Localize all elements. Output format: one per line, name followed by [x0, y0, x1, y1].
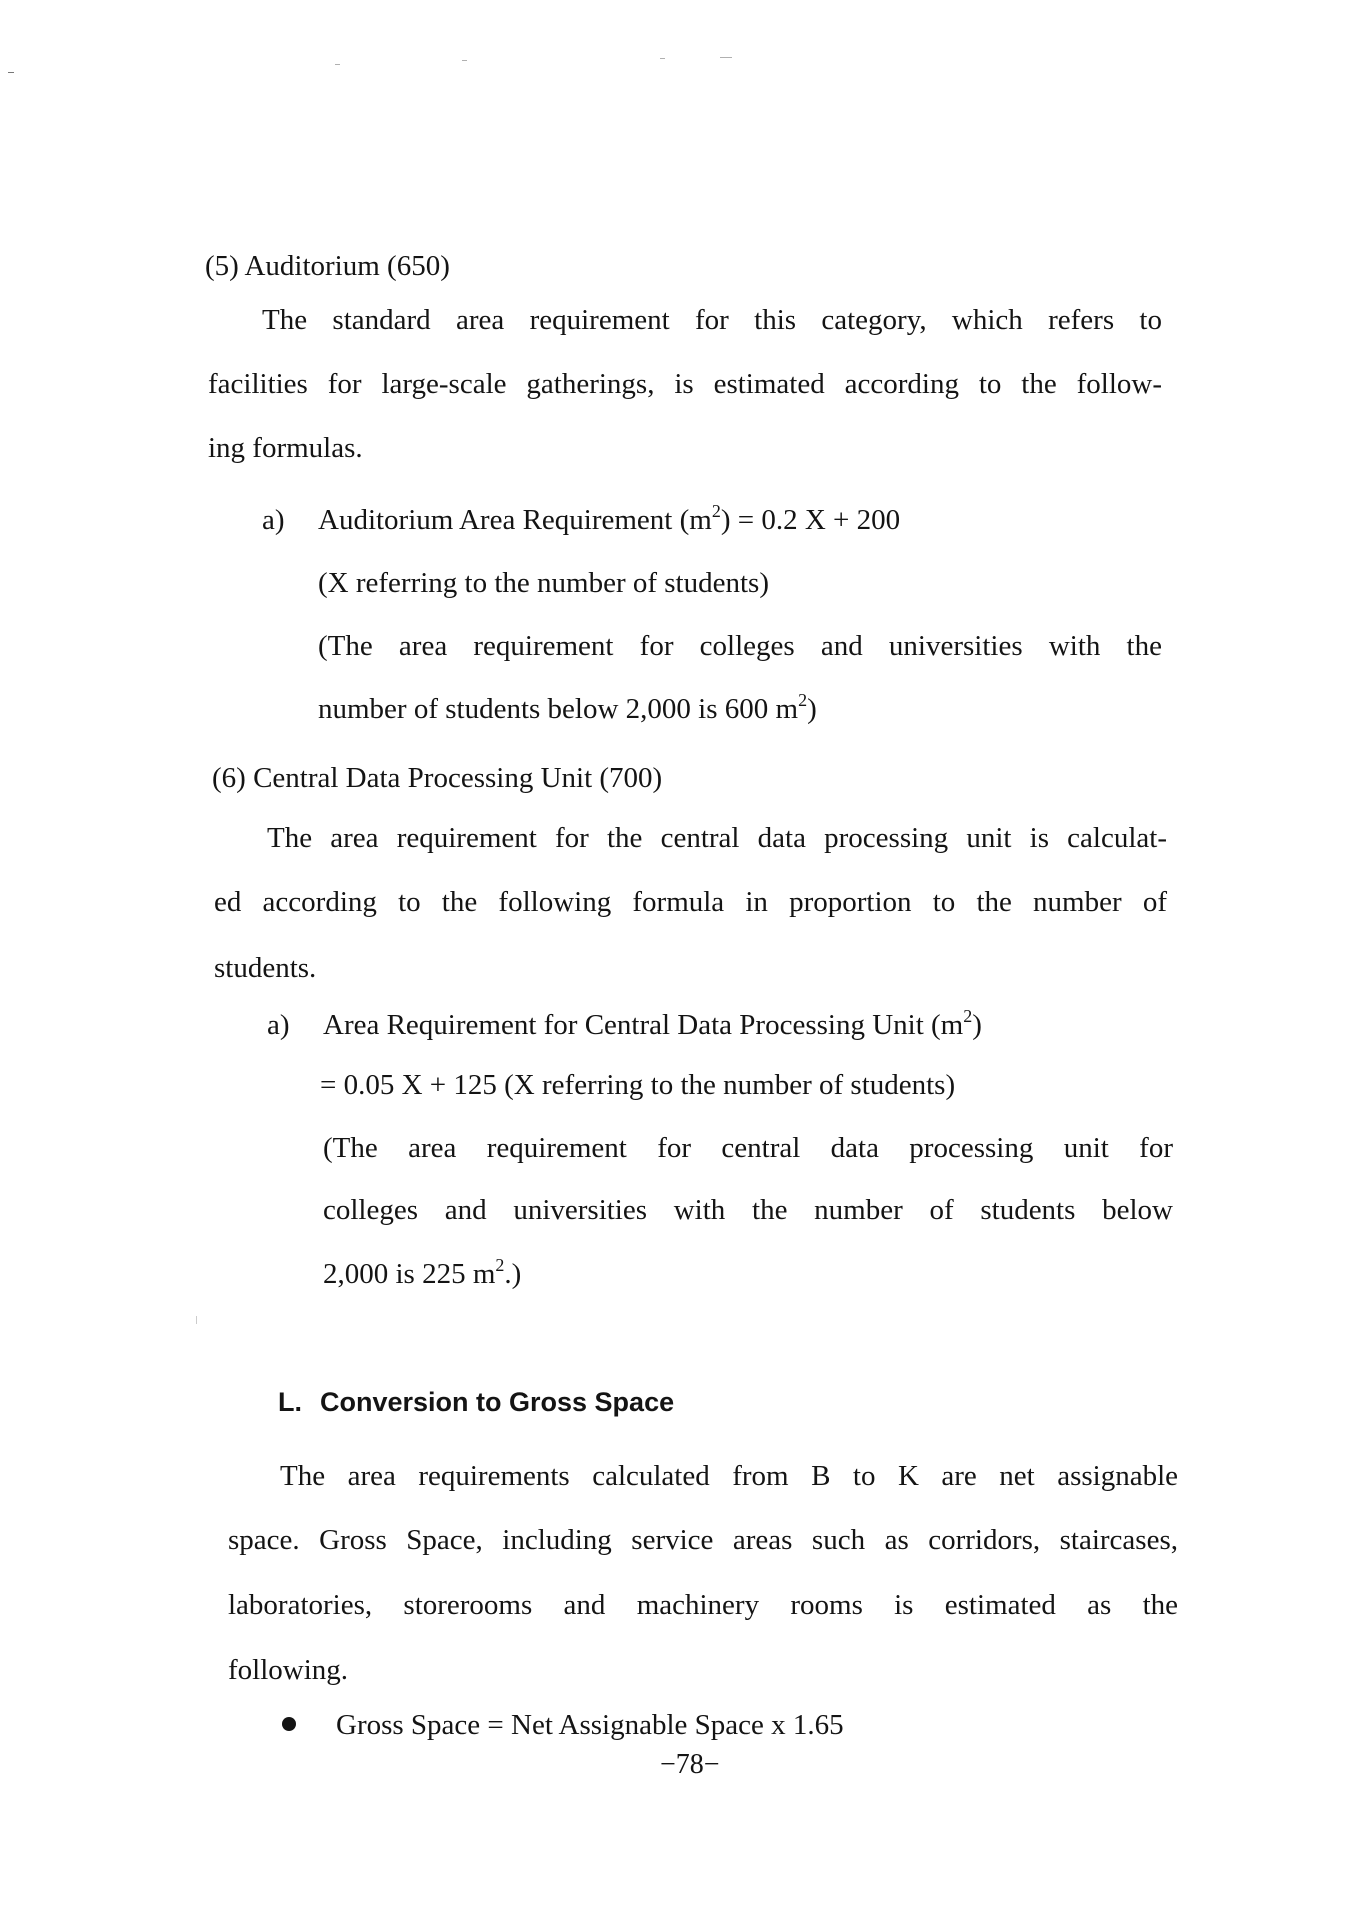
note-text: 2,000 is 225 m	[323, 1258, 496, 1290]
note-tail: .)	[504, 1258, 522, 1290]
scan-speck	[8, 72, 14, 73]
paragraph-line: ed according to the following formula in proportion to the number of	[214, 886, 1167, 918]
superscript: 2	[798, 690, 808, 710]
bullet-item	[282, 1707, 844, 1743]
superscript: 2	[711, 501, 721, 521]
heading-title: Conversion to Gross Space	[320, 1387, 675, 1417]
formula-note: colleges and universities with the number of students below	[323, 1194, 1173, 1226]
paragraph-line: facilities for large-scale gatherings, is estimated according to the follow-	[208, 368, 1162, 400]
section-heading-auditorium: (5) Auditorium (650)	[205, 250, 450, 282]
section-heading-gross-space	[278, 1384, 674, 1420]
formula-text: Auditorium Area Requirement (m	[318, 504, 712, 536]
formula-note: (X referring to the number of students)	[318, 567, 769, 599]
scan-speck	[196, 1316, 197, 1324]
paragraph-line: The area requirements calculated from B to K are net assignable	[280, 1460, 1178, 1492]
paragraph-line: space. Gross Space, including service areas such as corridors, staircases,	[228, 1524, 1178, 1556]
paragraph-line: The area requirement for the central data processing unit is calculat-	[267, 822, 1167, 854]
scan-speck	[720, 57, 732, 58]
note-text: number of students below 2,000 is 600 m	[318, 693, 799, 725]
formula-equation: = 0.05 X + 125 (X referring to the number of students)	[320, 1069, 956, 1101]
section-heading-data-processing: (6) Central Data Processing Unit (700)	[212, 762, 663, 794]
superscript: 2	[963, 1006, 973, 1026]
page-number: −78−	[660, 1749, 720, 1780]
bullet-icon	[282, 1717, 296, 1731]
scan-speck	[462, 60, 467, 61]
bullet-text: Gross Space = Net Assignable Space x 1.65	[336, 1709, 844, 1741]
formula-note	[318, 691, 817, 727]
formula-note: (The area requirement for central data processing unit for	[323, 1132, 1173, 1164]
paragraph-line: following.	[228, 1654, 349, 1686]
formula-note: (The area requirement for colleges and universities with the	[318, 630, 1162, 662]
formula-tail: ) = 0.2 X + 200	[720, 504, 901, 536]
item-label: a)	[267, 1009, 290, 1041]
formula-item-data-processing	[267, 1007, 982, 1043]
formula-text: Area Requirement for Central Data Processing Unit (m	[323, 1009, 964, 1041]
paragraph-line: laboratories, storerooms and machinery rooms is estimated as the	[228, 1589, 1178, 1621]
paragraph-line: The standard area requirement for this category, which refers to	[262, 304, 1162, 336]
formula-note	[323, 1256, 521, 1292]
paragraph-line: students.	[214, 952, 317, 984]
superscript: 2	[495, 1255, 505, 1275]
paragraph-line: ing formulas.	[208, 432, 363, 464]
heading-letter: L.	[278, 1387, 302, 1417]
scan-speck	[335, 64, 340, 65]
scan-speck	[660, 58, 665, 59]
item-label: a)	[262, 504, 285, 536]
formula-item-auditorium	[262, 502, 900, 538]
formula-tail: )	[972, 1009, 982, 1041]
note-tail: )	[807, 693, 817, 725]
